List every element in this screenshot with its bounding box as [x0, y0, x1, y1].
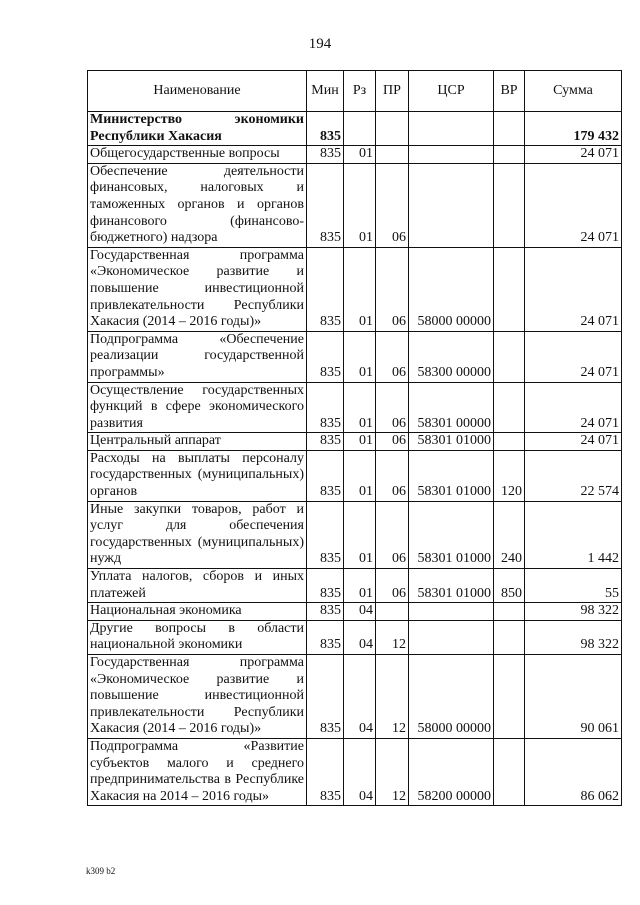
cell-sum: 24 071 — [525, 382, 622, 433]
table-row — [88, 146, 622, 164]
cell-min: 835 — [307, 163, 344, 247]
header-row — [88, 71, 622, 112]
cell-vr — [494, 382, 525, 433]
cell-csr — [409, 603, 494, 621]
cell-csr: 58000 00000 — [409, 247, 494, 331]
table-row — [88, 655, 622, 739]
cell-rz: 01 — [344, 501, 376, 568]
cell-min: 835 — [307, 382, 344, 433]
cell-csr: 58300 00000 — [409, 331, 494, 382]
cell-sum: 98 322 — [525, 603, 622, 621]
cell-min: 835 — [307, 620, 344, 654]
cell-csr: 58301 01000 — [409, 450, 494, 501]
cell-name: Другие вопросы в области национальной экономики — [88, 620, 307, 654]
footer-code: k309 b2 — [86, 866, 116, 876]
cell-csr: 58301 01000 — [409, 433, 494, 451]
cell-vr — [494, 603, 525, 621]
cell-rz: 01 — [344, 382, 376, 433]
cell-min: 835 — [307, 433, 344, 451]
cell-rz: 04 — [344, 655, 376, 739]
cell-pr: 06 — [376, 247, 409, 331]
cell-name: Осуществление государственных функций в сфере экономического развития — [88, 382, 307, 433]
cell-csr — [409, 112, 494, 146]
cell-vr — [494, 112, 525, 146]
cell-csr: 58301 01000 — [409, 501, 494, 568]
cell-csr — [409, 620, 494, 654]
cell-vr: 850 — [494, 569, 525, 603]
cell-min: 835 — [307, 501, 344, 568]
table-row — [88, 382, 622, 433]
cell-min: 835 — [307, 603, 344, 621]
cell-min: 835 — [307, 112, 344, 146]
cell-name: Общегосударственные вопросы — [88, 146, 307, 164]
cell-sum: 24 071 — [525, 433, 622, 451]
cell-rz: 01 — [344, 331, 376, 382]
table-row — [88, 450, 622, 501]
cell-rz: 01 — [344, 146, 376, 164]
cell-pr: 12 — [376, 620, 409, 654]
cell-vr — [494, 146, 525, 164]
page-number: 194 — [308, 36, 332, 52]
cell-rz: 01 — [344, 433, 376, 451]
cell-rz: 04 — [344, 738, 376, 805]
cell-sum: 24 071 — [525, 163, 622, 247]
cell-sum: 24 071 — [525, 247, 622, 331]
table-row — [88, 569, 622, 603]
table-row — [88, 112, 622, 146]
cell-csr — [409, 146, 494, 164]
cell-pr: 06 — [376, 501, 409, 568]
cell-min: 835 — [307, 247, 344, 331]
table-row — [88, 501, 622, 568]
cell-csr — [409, 163, 494, 247]
cell-pr: 12 — [376, 738, 409, 805]
cell-vr — [494, 738, 525, 805]
cell-sum: 86 062 — [525, 738, 622, 805]
cell-pr: 12 — [376, 655, 409, 739]
cell-rz: 04 — [344, 620, 376, 654]
cell-sum: 179 432 — [525, 112, 622, 146]
cell-vr: 240 — [494, 501, 525, 568]
cell-csr: 58200 00000 — [409, 738, 494, 805]
cell-name: Центральный аппарат — [88, 433, 307, 451]
cell-csr: 58000 00000 — [409, 655, 494, 739]
cell-min: 835 — [307, 738, 344, 805]
table-row — [88, 163, 622, 247]
header-pr: ПР — [376, 71, 409, 112]
cell-min: 835 — [307, 655, 344, 739]
cell-vr — [494, 433, 525, 451]
cell-csr: 58301 01000 — [409, 569, 494, 603]
cell-min: 835 — [307, 331, 344, 382]
table-row — [88, 247, 622, 331]
cell-rz: 01 — [344, 163, 376, 247]
table-row — [88, 620, 622, 654]
cell-csr: 58301 00000 — [409, 382, 494, 433]
cell-name: Государственная программа «Экономическое развитие и повышение инвестиционной привлекательности Республики Хакасия (2014 – 2016 годы)» — [88, 655, 307, 739]
cell-min: 835 — [307, 146, 344, 164]
table-row — [88, 738, 622, 805]
header-rz: Рз — [344, 71, 376, 112]
cell-vr: 120 — [494, 450, 525, 501]
header-name: Наименование — [88, 71, 307, 112]
cell-name: Государственная программа «Экономическое развитие и повышение инвестиционной привлекательности Республики Хакасия (2014 – 2016 годы)» — [88, 247, 307, 331]
cell-pr: 06 — [376, 433, 409, 451]
header-sum: Сумма — [525, 71, 622, 112]
cell-vr — [494, 331, 525, 382]
cell-min: 835 — [307, 569, 344, 603]
cell-name: Иные закупки товаров, работ и услуг для обеспечения государственных (муниципальных) нужд — [88, 501, 307, 568]
cell-sum: 98 322 — [525, 620, 622, 654]
cell-pr — [376, 603, 409, 621]
header-vr: ВР — [494, 71, 525, 112]
cell-pr: 06 — [376, 382, 409, 433]
cell-rz: 01 — [344, 450, 376, 501]
cell-name: Национальная экономика — [88, 603, 307, 621]
cell-pr: 06 — [376, 450, 409, 501]
cell-sum: 24 071 — [525, 146, 622, 164]
cell-rz: 01 — [344, 569, 376, 603]
table-row — [88, 603, 622, 621]
cell-sum: 1 442 — [525, 501, 622, 568]
cell-vr — [494, 247, 525, 331]
cell-pr: 06 — [376, 163, 409, 247]
header-csr: ЦСР — [409, 71, 494, 112]
cell-name: Уплата налогов, сборов и иных платежей — [88, 569, 307, 603]
cell-name: Министерство экономики Республики Хакасия — [88, 112, 307, 146]
cell-rz — [344, 112, 376, 146]
cell-name: Расходы на выплаты персоналу государственных (муниципальных) органов — [88, 450, 307, 501]
cell-vr — [494, 620, 525, 654]
cell-pr: 06 — [376, 569, 409, 603]
cell-vr — [494, 655, 525, 739]
table-row — [88, 331, 622, 382]
header-min: Мин — [307, 71, 344, 112]
cell-name: Подпрограмма «Обеспечение реализации государственной программы» — [88, 331, 307, 382]
cell-name: Подпрограмма «Развитие субъектов малого и среднего предпринимательства в Республике Хакасия на 2014 – 2016 годы» — [88, 738, 307, 805]
cell-rz: 04 — [344, 603, 376, 621]
cell-sum: 55 — [525, 569, 622, 603]
cell-sum: 22 574 — [525, 450, 622, 501]
cell-name: Обеспечение деятельности финансовых, налоговых и таможенных органов и органов финансового (финансово-бюджетного) надзора — [88, 163, 307, 247]
cell-pr — [376, 146, 409, 164]
table-row — [88, 433, 622, 451]
cell-rz: 01 — [344, 247, 376, 331]
cell-pr — [376, 112, 409, 146]
cell-sum: 90 061 — [525, 655, 622, 739]
cell-sum: 24 071 — [525, 331, 622, 382]
cell-min: 835 — [307, 450, 344, 501]
budget-table — [87, 70, 622, 806]
cell-pr: 06 — [376, 331, 409, 382]
cell-vr — [494, 163, 525, 247]
